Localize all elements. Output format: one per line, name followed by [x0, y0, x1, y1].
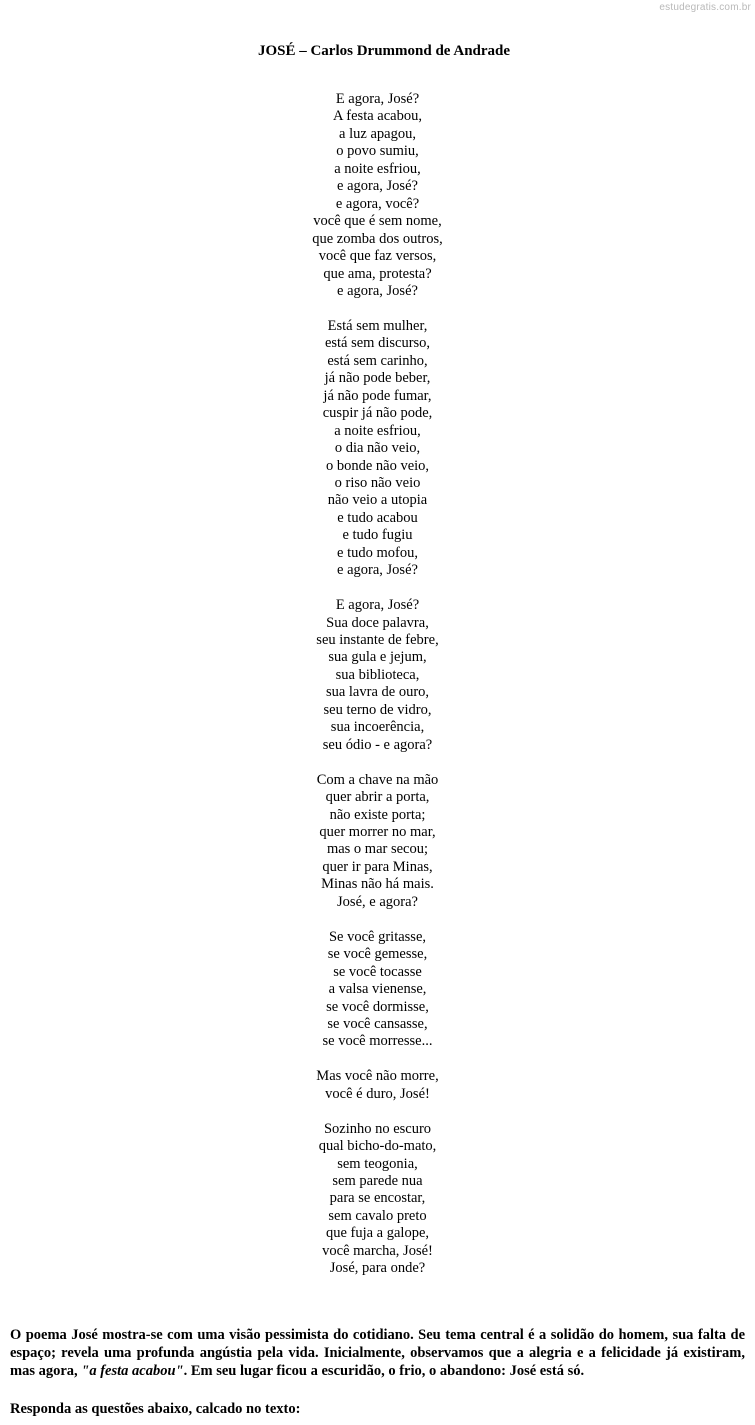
poem-line: quer abrir a porta, [325, 789, 430, 806]
poem-line: e agora, José? [337, 562, 418, 579]
poem-line: mas o mar secou; [326, 841, 429, 858]
poem-line: sem teogonia, [337, 1155, 418, 1172]
poem-line: sua gula e jejum, [328, 649, 427, 666]
poem-line: e tudo mofou, [337, 544, 418, 561]
poem-line: José, e agora? [337, 893, 418, 910]
poem-line: José, para onde? [329, 1260, 426, 1277]
poem-line: o dia não veio, [334, 440, 421, 457]
poem-line: sem parede nua [332, 1173, 423, 1189]
poem-line: Sua doce palavra, [326, 614, 429, 631]
poem-line: cuspir já não pode, [322, 405, 433, 422]
poem-line: E agora, José? [335, 597, 420, 614]
poem-title: JOSÉ – Carlos Drummond de Andrade [257, 43, 511, 59]
poem-line: qual bicho-do-mato, [318, 1138, 437, 1155]
poem-line: você marcha, José! [322, 1242, 433, 1259]
poem-line: e agora, José? [337, 282, 418, 299]
poem-line: você que é sem nome, [313, 213, 442, 230]
poem-line: seu terno de vidro, [323, 701, 432, 718]
poem-line: seu instante de febre, [316, 632, 439, 649]
poem-line: você é duro, José! [325, 1085, 430, 1102]
poem-line: sua biblioteca, [335, 666, 420, 683]
poem-line: está sem discurso, [324, 335, 431, 352]
poem-stanza [0, 772, 755, 912]
poem-line: Se você gritasse, [328, 928, 427, 945]
poem-line: Sozinho no escuro [323, 1120, 432, 1137]
poem-line: você que faz versos, [318, 248, 437, 265]
poem-line: Minas não há mais. [321, 876, 434, 893]
poem-line: e tudo acabou [337, 509, 418, 526]
poem-line: que fuja a galope, [325, 1225, 430, 1242]
poem-line: Mas você não morre, [316, 1068, 439, 1085]
poem-line: se você dormisse, [326, 998, 429, 1015]
poem-line: Com a chave na mão [316, 771, 439, 788]
poem-line: sua incoerência, [330, 719, 425, 736]
poem-stanza [0, 929, 755, 1051]
poem-line: quer ir para Minas, [322, 858, 433, 875]
poem-line: A festa acabou, [333, 108, 422, 125]
poem-line: já não pode fumar, [323, 387, 432, 404]
poem-line: que ama, protesta? [323, 265, 432, 282]
poem-line: a luz apagou, [339, 125, 416, 142]
poem-line: Está sem mulher, [327, 317, 428, 334]
site-watermark: estudegratis.com.br [659, 2, 751, 13]
poem-line: o bonde não veio, [325, 457, 430, 474]
poem-line: e agora, você? [335, 195, 420, 212]
poem-line: o povo sumiu, [336, 143, 419, 160]
summary-quote: "a festa acabou" [81, 1363, 184, 1379]
poem-stanza [0, 1068, 755, 1103]
poem-line: E agora, José? [335, 91, 420, 107]
poem-summary-paragraph [10, 1326, 745, 1380]
poem-line: se você cansasse, [327, 1015, 428, 1032]
poem-line: o riso não veio [334, 474, 421, 491]
poem-stanza [0, 597, 755, 754]
poem-line: seu ódio - e agora? [322, 736, 433, 753]
poem-line: quer morrer no mar, [319, 823, 436, 840]
poem-line: para se encostar, [329, 1190, 426, 1207]
poem-line: a noite esfriou, [334, 160, 421, 177]
poem-line: sem cavalo preto [328, 1207, 427, 1224]
poem-body [0, 91, 755, 1295]
poem-line: sua lavra de ouro, [325, 684, 430, 701]
summary-text-end: . Em seu lugar ficou a escuridão, o frio, o abandono: José está só. [183, 1363, 585, 1379]
poem-line: se você gemesse, [327, 946, 428, 963]
questions-instruction: Responda as questões abaixo, calcado no texto: [10, 1401, 301, 1417]
poem-line: e agora, José? [337, 178, 418, 195]
poem-line: não existe porta; [329, 806, 426, 823]
poem-line: está sem carinho, [327, 352, 428, 369]
poem-stanza [0, 1121, 755, 1278]
poem-line: a noite esfriou, [334, 422, 421, 439]
poem-stanza [0, 91, 755, 300]
poem-stanza [0, 318, 755, 580]
poem-line: que zomba dos outros, [312, 230, 443, 247]
summary-text-start: O poema José mostra-se com uma visão pessimista do cotidiano. Seu tema central é a solidão do homem, sua falta de espaço; revela uma profunda angústia pela vida. Inicialmente, observamos que a alegria e a felicidade já existiram, mas agora, [10, 1327, 745, 1379]
poem-line: não veio a utopia [327, 492, 428, 509]
poem-line: e tudo fugiu [342, 527, 413, 544]
poem-line: a valsa vienense, [328, 981, 427, 998]
poem-line: se você morresse... [322, 1033, 433, 1050]
poem-line: já não pode beber, [324, 370, 431, 387]
poem-line: se você tocasse [333, 963, 422, 980]
